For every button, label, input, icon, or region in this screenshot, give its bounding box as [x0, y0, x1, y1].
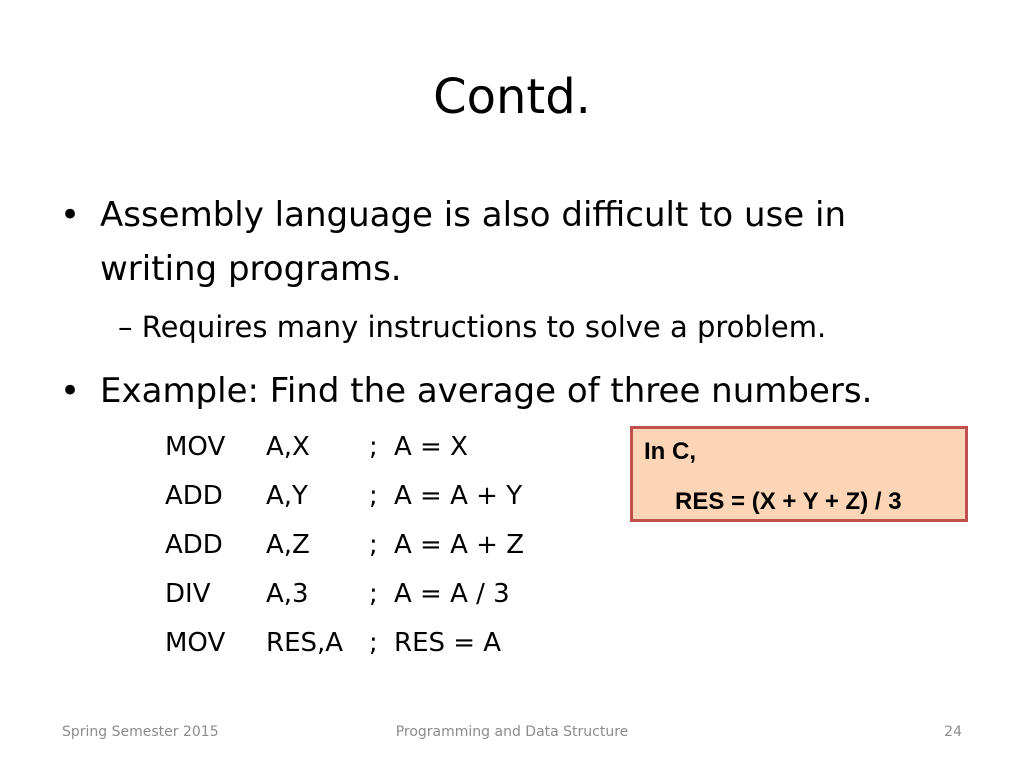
code-semicolon: ; — [369, 481, 378, 511]
code-line — [165, 618, 585, 668]
footer-title: Programming and Data Structure — [395, 724, 629, 740]
code-opcode: DIV — [165, 579, 211, 609]
code-line — [165, 520, 585, 570]
code-comment: A = X — [394, 432, 468, 462]
code-line — [165, 471, 585, 521]
code-opcode: MOV — [165, 628, 226, 658]
bullet-marker: • — [60, 371, 81, 411]
code-semicolon: ; — [369, 579, 378, 609]
code-operands: A,Z — [266, 530, 310, 560]
footer-page-number: 24 — [944, 724, 962, 740]
code-opcode: ADD — [165, 530, 223, 560]
code-opcode: MOV — [165, 432, 226, 462]
sub-bullet-marker: – — [118, 310, 133, 344]
bullet-marker: • — [60, 195, 81, 235]
code-operands: A,Y — [266, 481, 308, 511]
code-semicolon: ; — [369, 530, 378, 560]
code-comment: A = A + Y — [394, 481, 523, 511]
code-comment: A = A + Z — [394, 530, 525, 560]
code-operands: A,3 — [266, 579, 309, 609]
code-semicolon: ; — [369, 432, 378, 462]
bullet-text: Assembly language is also difficult to use in writing programs. — [100, 195, 847, 289]
c-code-box — [630, 426, 968, 522]
c-box-heading: In C, — [644, 438, 696, 465]
code-comment: RES = A — [394, 628, 502, 658]
c-box-expression: RES = (X + Y + Z) / 3 — [675, 488, 902, 515]
code-line — [165, 569, 585, 619]
code-semicolon: ; — [369, 628, 378, 658]
bullet-item — [60, 188, 960, 296]
code-operands: A,X — [266, 432, 310, 462]
bullet-text: Example: Find the average of three numbers. — [100, 371, 873, 411]
sub-bullet-text: Requires many instructions to solve a problem. — [141, 310, 827, 344]
code-comment: A = A / 3 — [394, 579, 510, 609]
code-opcode: ADD — [165, 481, 223, 511]
footer-date: Spring Semester 2015 — [62, 724, 219, 740]
bullet-item — [60, 364, 960, 418]
code-operands: RES,A — [266, 628, 344, 658]
slide-title: Contd. — [433, 69, 591, 125]
code-line — [165, 422, 585, 472]
sub-bullet-item — [118, 304, 978, 350]
